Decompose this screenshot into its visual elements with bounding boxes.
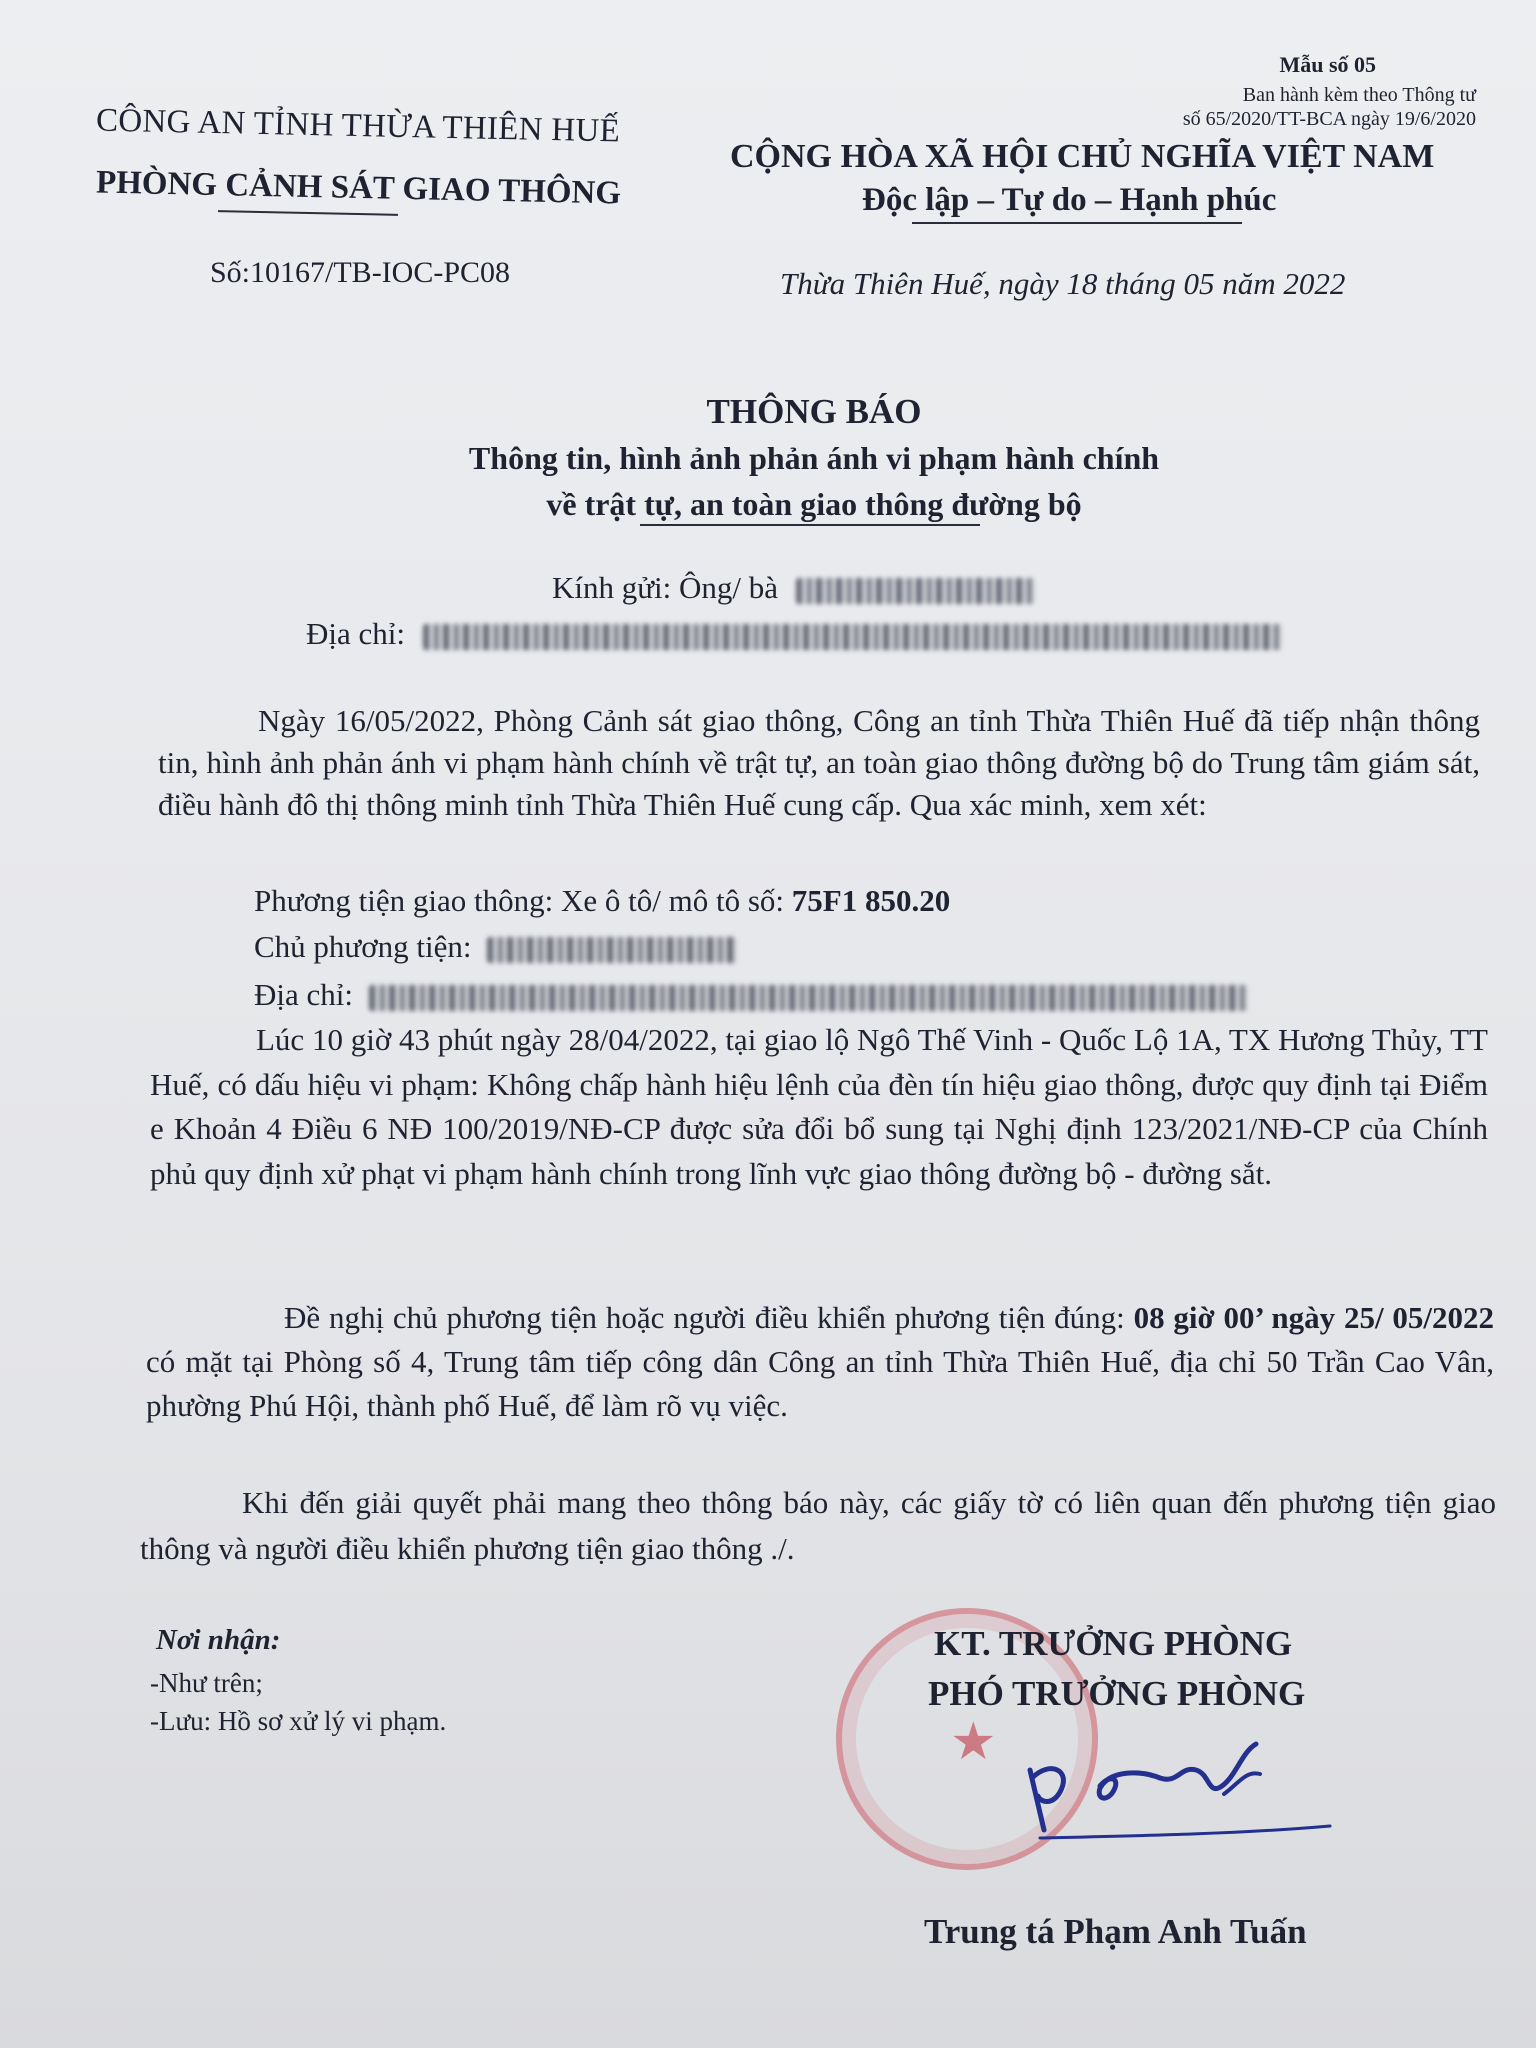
- signature-title-line2: PHÓ TRƯỞNG PHÒNG: [928, 1674, 1306, 1713]
- redacted-recipient-name: [796, 578, 1036, 604]
- vehicle-plate: 75F1 850.20: [791, 883, 951, 918]
- stamp-star-icon: ★: [950, 1714, 997, 1771]
- document-title: THÔNG BÁO: [706, 392, 922, 431]
- para3-start: Đề nghị chủ phương tiện hoặc người điều khiển phương tiện đúng:: [284, 1300, 1125, 1335]
- signer-name: Trung tá Phạm Anh Tuấn: [924, 1912, 1307, 1951]
- redacted-recipient-address: [423, 624, 1283, 650]
- form-issued-line1: Ban hành kèm theo Thông tư: [1242, 84, 1476, 106]
- body-paragraph-2: Lúc 10 giờ 43 phút ngày 28/04/2022, tại giao lộ Ngô Thế Vinh - Quốc Lộ 1A, TX Hương Thủy, TT Huế, có dấu hiệu vi phạm: Không chấp hành hiệu lệnh của đèn tín hiệu giao thông, được quy định tại Điểm e Khoản 4 Điều 6 NĐ 100/2019/NĐ-CP được sửa đổi bổ sung tại Nghị định 123/2021/NĐ-CP của Chính phủ quy định xử phạt vi phạm hành chính trong lĩnh vực giao thông đường bộ - đường sắt.: [150, 1022, 1488, 1191]
- owner-address-label: Địa chỉ:: [254, 977, 353, 1012]
- body-paragraph-3: [146, 1296, 1494, 1428]
- department-name: PHÒNG CẢNH SÁT GIAO THÔNG: [95, 164, 622, 212]
- vehicle-label: Phương tiện giao thông: Xe ô tô/ mô tô số:: [254, 883, 785, 918]
- document-subtitle-line1: Thông tin, hình ảnh phản ánh vi phạm hành chính: [468, 440, 1160, 476]
- form-number: Mẫu số 05: [1279, 52, 1376, 77]
- owner-address-line: [254, 974, 1249, 1016]
- nation-name: CỘNG HÒA XÃ HỘI CHỦ NGHĨA VIỆT NAM: [730, 138, 1435, 175]
- redacted-owner-name: [487, 937, 737, 963]
- signature-title-line1: KT. TRƯỞNG PHÒNG: [934, 1624, 1293, 1663]
- body-paragraph-1: Ngày 16/05/2022, Phòng Cảnh sát giao thông, Công an tỉnh Thừa Thiên Huế đã tiếp nhận thông tin, hình ảnh phản ánh vi phạm hành chính về trật tự, an toàn giao thông đường bộ do Trung tâm giám sát, điều hành đô thị thông minh tỉnh Thừa Thiên Huế cung cấp. Qua xác minh, xem xét:: [158, 703, 1480, 822]
- recipient-label: Kính gửi: Ông/ bà: [552, 570, 779, 605]
- recipient-address-line: [306, 616, 1283, 652]
- agency-name: CÔNG AN TỈNH THỪA THIÊN HUẾ: [95, 102, 621, 150]
- recipients-line1: -Như trên;: [150, 1668, 263, 1698]
- national-motto: Độc lập – Tự do – Hạnh phúc: [862, 182, 1277, 218]
- recipient-line: [552, 570, 1036, 606]
- handwritten-signature: [1010, 1730, 1350, 1860]
- body-paragraph-4: Khi đến giải quyết phải mang theo thông báo này, các giấy tờ có liên quan đến phương tiện giao thông và người điều khiển phương tiện giao thông ./.: [140, 1485, 1496, 1566]
- department-underline: [218, 210, 398, 216]
- subtitle-underline: [640, 524, 980, 526]
- appointment-time: 08 giờ 00’ ngày 25/ 05/2022: [1133, 1300, 1495, 1335]
- form-issued-line2: số 65/2020/TT-BCA ngày 19/6/2020: [1182, 108, 1476, 130]
- motto-underline: [912, 222, 1242, 224]
- redacted-owner-address: [369, 985, 1249, 1011]
- place-date: Thừa Thiên Huế, ngày 18 tháng 05 năm 2022: [780, 266, 1346, 301]
- document-number: Số:10167/TB-IOC-PC08: [210, 256, 511, 289]
- owner-line: [254, 926, 737, 968]
- recipients-line2: -Lưu: Hồ sơ xử lý vi phạm.: [150, 1706, 447, 1736]
- document-subtitle-line2: về trật tự, an toàn giao thông đường bộ: [546, 486, 1082, 522]
- owner-label: Chủ phương tiện:: [254, 929, 472, 964]
- para3-end: có mặt tại Phòng số 4, Trung tâm tiếp công dân Công an tỉnh Thừa Thiên Huế, địa chỉ 50 Trần Cao Vân, phường Phú Hội, thành phố Huế, để làm rõ vụ việc.: [146, 1344, 1494, 1423]
- recipients-title: Nơi nhận:: [156, 1624, 281, 1656]
- vehicle-line: [254, 880, 950, 922]
- recipient-address-label: Địa chỉ:: [306, 616, 405, 651]
